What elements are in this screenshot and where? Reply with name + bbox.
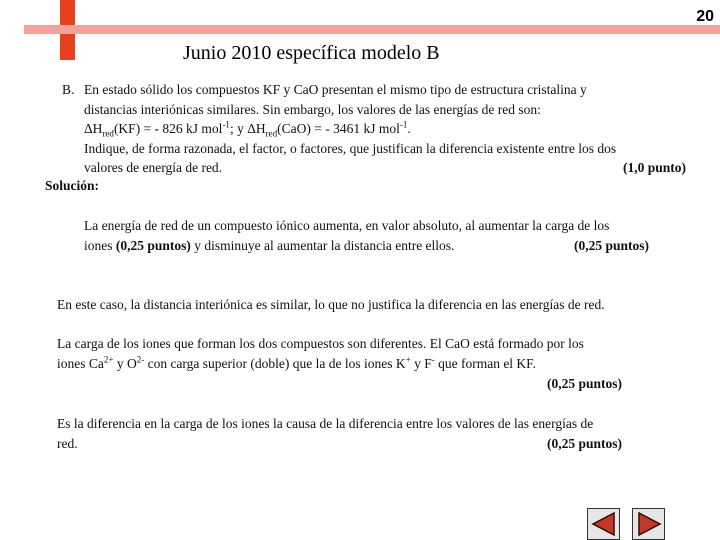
previous-arrow-icon (590, 511, 618, 537)
question-line-5: valores de energía de red. (1,0 punto) (84, 158, 692, 178)
slide-title: Junio 2010 específica modelo B (183, 42, 440, 64)
solution-p4-line-1: Es la diferencia en la carga de los iones la causa de la diferencia entre los valores de las energías de (57, 416, 594, 431)
next-arrow-icon (635, 511, 663, 537)
solution-p1-line-2: iones (0,25 puntos) y disminuye al aumentar la distancia entre ellos. (0,25 puntos) (84, 238, 650, 253)
question-line-1: En estado sólido los compuestos KF y CaO presentan el mismo tipo de estructura cristalina y (84, 82, 587, 97)
solution-p3-line-1: La carga de los iones que forman los dos compuestos son diferentes. El CaO está formado por los (57, 336, 584, 351)
solution-label: Solución: (45, 178, 100, 193)
solution-paragraph-2 (57, 295, 605, 315)
solution-p3-line-2: iones $Ca^{2+}$ y $O^{2-}$ con carga superior (doble) que la de los iones K+ y F- que forman el KF. (57, 354, 536, 371)
solution-p2-line: En este caso, la distancia interiónica es similar, lo que no justifica la diferencia en las energías de red. (57, 297, 605, 312)
question-letter: B. (62, 82, 75, 97)
question-line-2: distancias interiónicas similares. Sin embargo, los valores de las energías de red son: (84, 101, 541, 117)
solution-p4-line-2: red. (0,25 puntos) (57, 436, 623, 451)
next-slide-button[interactable] (632, 508, 665, 540)
question-score: (1,0 punto) (622, 160, 686, 175)
page-number: 20 (696, 8, 714, 25)
solution-paragraph-3 (57, 334, 657, 394)
accent-line (24, 25, 720, 34)
solution-paragraph-4 (57, 414, 657, 454)
question-block (62, 80, 692, 178)
question-line-4: Indique, de forma razonada, el factor, o factores, que justifican la diferencia existente entre los dos (84, 140, 617, 156)
solution-p1-line-1: La energía de red de un compuesto iónico aumenta, en valor absoluto, al aumentar la carga de los (84, 218, 610, 233)
solution-p3-score: (0,25 puntos) (547, 376, 623, 391)
question-energy-line: $\Delta H_{red}(KF)$ = - 826 kJ mol$^{-1}$; y $\Delta H_{red}(CaO)$ = - 3461 kJ mol$^{-1}$. (84, 119, 411, 139)
previous-slide-button[interactable] (587, 508, 620, 540)
solution-paragraph-1 (84, 216, 684, 256)
